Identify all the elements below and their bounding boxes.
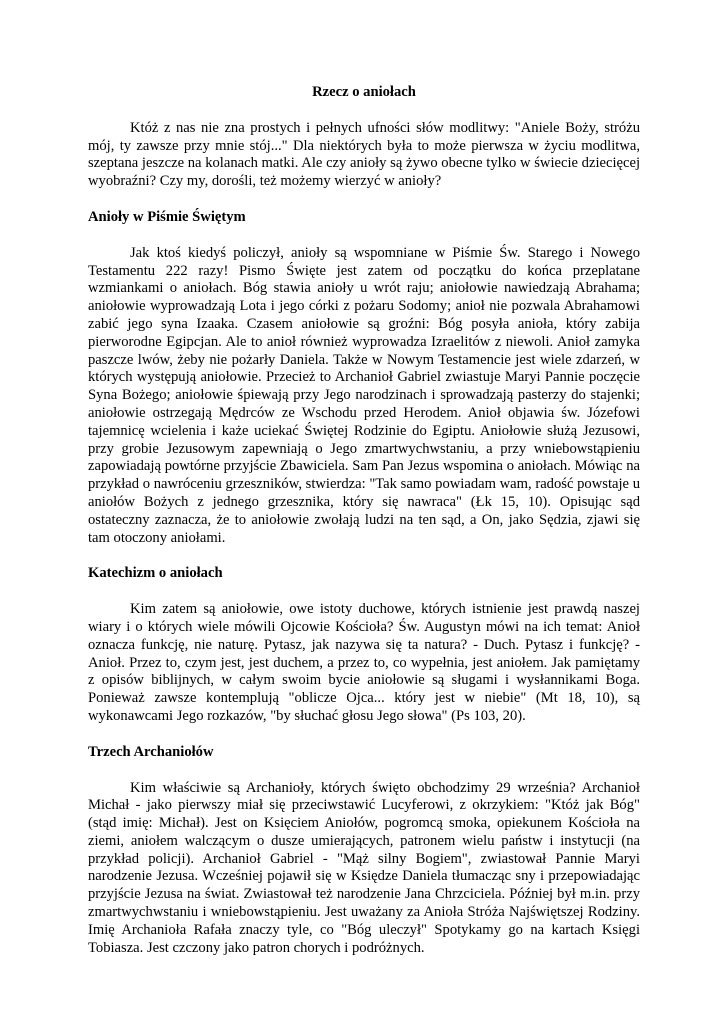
section-paragraph-scripture: Jak ktoś kiedyś policzył, anioły są wspomniane w Piśmie Św. Starego i Nowego Testamentu 222 razy! Pismo Święte jest zatem od początku do końca przeplatane wzmiankami o aniołach. Bóg stawia anioły u wrót raju; aniołowie nawiedzają Abrahama; aniołowie wyprowadzają Lota i jego córki z pożaru Sodomy; anioł nie pozwala Abrahamowi zabić jego syna Izaaka. Czasem aniołowie są groźni: Bóg posyła anioła, który zabija pierworodne Egipcjan. Ale to anioł również wyprowadza Izraelitów z niewoli. Anioł zamyka paszcze lwów, żeby nie pożarły Daniela. Także w Nowym Testamencie jest wiele zdarzeń, w których występują aniołowie. Przecież to Archanioł Gabriel zwiastuje Maryi Pannie poczęcie Syna Bożego; aniołowie śpiewają przy Jego narodzinach i sprowadzają pasterzy do stajenki; aniołowie ostrzegają Mędrców ze Wschodu przed Herodem. Anioł objawia św. Józefowi tajemnicę wcielenia i każe uciekać Świętej Rodzinie do Egiptu. Aniołowie służą Jezusowi, przy grobie Jezusowym zapewniają o Jego zmartwychwstaniu, a przy wniebowstąpieniu zapowiadają powtórne przyjście Zbawiciela. Sam Pan Jezus wspomina o aniołach. Mówiąc na przykład o nawróceniu grzeszników, stwierdza: "Tak samo powiadam wam, radość powstaje u aniołów Bożych z jednego grzesznika, który się nawraca" (Łk 15, 10). Opisując sąd ostateczny zaznacza, że to aniołowie zwołają ludzi na ten sąd, a On, jako Sędzia, zjawi się tam otoczony aniołami.	[88, 244, 640, 546]
intro-paragraph: Któż z nas nie zna prostych i pełnych ufności słów modlitwy: "Aniele Boży, stróżu mój, ty zawsze przy mnie stój..." Dla niektórych była to może pierwsza w życiu modlitwa, szeptana jeszcze na kolanach matki. Ale czy anioły są żywo obecne tylko w świecie dziecięcej wyobraźni? Czy my, dorośli, też możemy wierzyć w anioły?	[88, 119, 640, 190]
section-heading-catechism: Katechizm o aniołach	[88, 565, 223, 582]
section-heading-scripture: Anioły w Piśmie Świętym	[88, 208, 246, 225]
section-heading-archangels: Trzech Archaniołów	[88, 743, 214, 760]
section-paragraph-catechism: Kim zatem są aniołowie, owe istoty duchowe, których istnienie jest prawdą naszej wiary i o których wiele mówili Ojcowie Kościoła? Św. Augustyn mówi na ich temat: Anioł oznacza funkcję, nie naturę. Pytasz, jak nazywa się ta natura? - Duch. Pytasz i funkcję? - Anioł. Przez to, czym jest, jest duchem, a przez to, co wypełnia, jest aniołem. Jak pamiętamy z opisów biblijnych, w całym swoim bycie aniołowie są sługami i wysłannikami Boga. Ponieważ zawsze kontemplują "oblicze Ojca... który jest w niebie" (Mt 18, 10), są wykonawcami Jego rozkazów, "by słuchać głosu Jego słowa" (Ps 103, 20).	[88, 601, 640, 724]
section-paragraph-archangels: Kim właściwie są Archanioły, których święto obchodzimy 29 września? Archanioł Michał - jako pierwszy miał się przeciwstawić Lucyferowi, z okrzykiem: "Któż jak Bóg" (stąd imię: Michał). Jest on Księciem Aniołów, pogromcą smoka, opiekunem Kościoła na ziemi, aniołem walczącym o dusze umierających, patronem wielu państw i instytucji (na przykład policji). Archanioł Gabriel - "Mąż silny Bogiem", zwiastował Pannie Maryi narodzenie Jezusa. Wcześniej pojawił się w Księdze Daniela tłumacząc sny i przepowiadając przyjście Jezusa na świat. Zwiastował też narodzenie Jana Chrzciciela. Później był m.in. przy zmartwychwstaniu i wniebowstąpieniu. Jest uważany za Anioła Stróża Najświętszej Rodziny. Imię Archanioła Rafała znaczy tyle, co "Bóg uleczył" Spotykamy go na kartach Księgi Tobiasza. Jest czczony jako patron chorych i podróżnych.	[88, 779, 640, 956]
document-title: Rzecz o aniołach	[312, 84, 416, 100]
document-page	[88, 84, 640, 975]
